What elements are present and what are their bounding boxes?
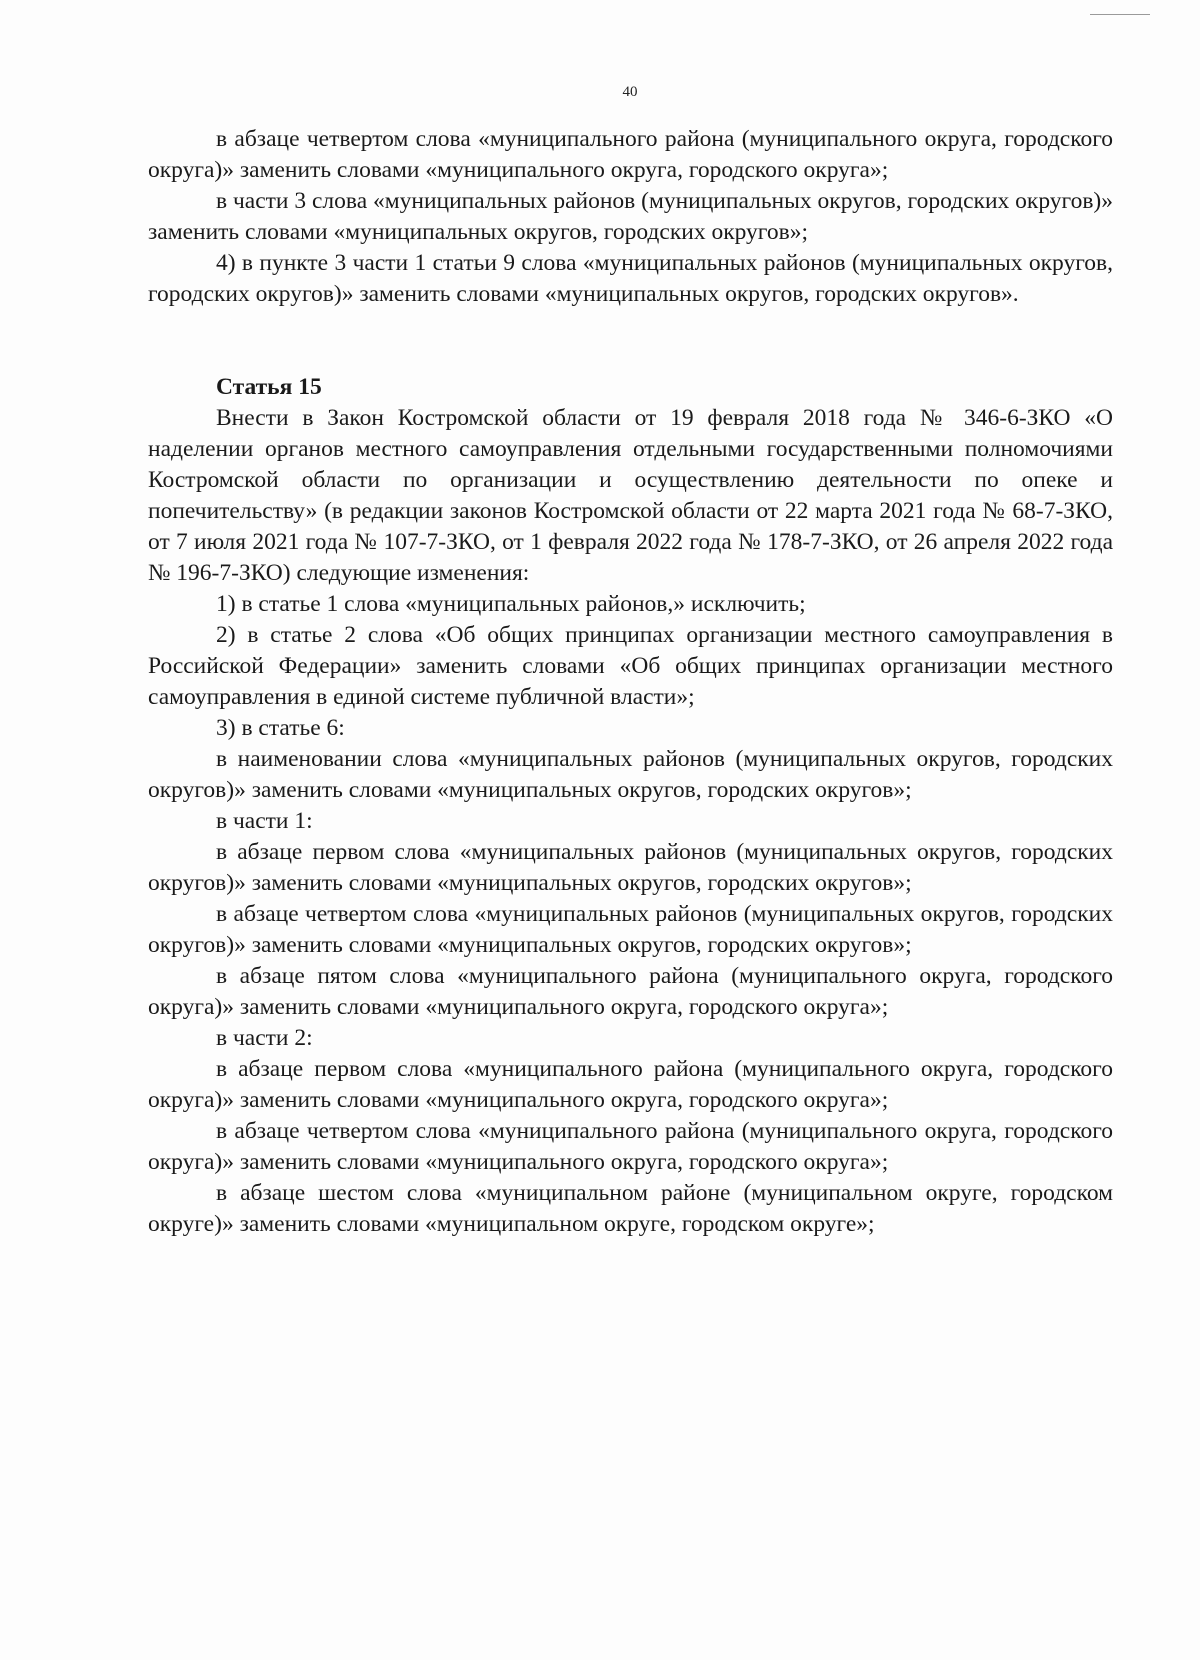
paragraph: в наименовании слова «муниципальных районов (муниципальных округов, городских округов)» заменить словами «муниципальных округов, городских округов»; bbox=[148, 746, 1113, 803]
article-heading: Статья 15 bbox=[216, 374, 322, 400]
document-body bbox=[148, 124, 1113, 1240]
paragraph: в части 1: bbox=[216, 808, 313, 834]
paragraph: 2) в статье 2 слова «Об общих принципах организации местного самоуправления в Российской Федерации» заменить словами «Об общих принципах организации местного самоуправления в единой системе публичной власти»; bbox=[148, 622, 1113, 710]
paragraph: 3) в статье 6: bbox=[216, 715, 345, 741]
paragraph: в абзаце четвертом слова «муниципального района (муниципального округа, городского округа)» заменить словами «муниципального округа, городского округа»; bbox=[148, 1118, 1113, 1175]
paragraph: в абзаце четвертом слова «муниципального района (муниципального округа, городского округа)» заменить словами «муниципального округа, городского округа»; bbox=[148, 126, 1113, 183]
paragraph: в абзаце шестом слова «муниципальном районе (муниципальном округе, городском округе)» заменить словами «муниципальном округе, городском округе»; bbox=[148, 1180, 1113, 1237]
paragraph: в абзаце первом слова «муниципального района (муниципального округа, городского округа)» заменить словами «муниципального округа, городского округа»; bbox=[148, 1056, 1113, 1113]
paragraph: в абзаце четвертом слова «муниципальных районов (муниципальных округов, городских округов)» заменить словами «муниципальных округов, городских округов»; bbox=[148, 901, 1113, 958]
article-intro-paragraph: Внести в Закон Костромской области от 19 февраля 2018 года № 346-6-ЗКО «О наделении органов местного самоуправления отдельными государственными полномочиями Костромской области по организации и осуществлению деятельности по опеке и попечительству» (в редакции законов Костромской области от 22 марта 2021 года № 68-7-ЗКО, от 7 июля 2021 года № 107-7-ЗКО, от 1 февраля 2022 года № 178-7-ЗКО, от 26 апреля 2022 года № 196-7-ЗКО) следующие изменения: bbox=[148, 405, 1113, 586]
section-gap bbox=[148, 310, 1113, 372]
page-number: 40 bbox=[622, 84, 638, 100]
scan-mark bbox=[1090, 14, 1150, 15]
paragraph: 1) в статье 1 слова «муниципальных районов,» исключить; bbox=[216, 591, 806, 617]
paragraph: в абзаце первом слова «муниципальных районов (муниципальных округов, городских округов)» заменить словами «муниципальных округов, городских округов»; bbox=[148, 839, 1113, 896]
paragraph: в части 3 слова «муниципальных районов (муниципальных округов, городских округов)» заменить словами «муниципальных округов, городских округов»; bbox=[148, 188, 1113, 245]
paragraph: в абзаце пятом слова «муниципального района (муниципального округа, городского округа)» заменить словами «муниципального округа, городского округа»; bbox=[148, 963, 1113, 1020]
paragraph: в части 2: bbox=[216, 1025, 313, 1051]
paragraph: 4) в пункте 3 части 1 статьи 9 слова «муниципальных районов (муниципальных округов, городских округов)» заменить словами «муниципальных округов, городских округов». bbox=[148, 250, 1113, 307]
